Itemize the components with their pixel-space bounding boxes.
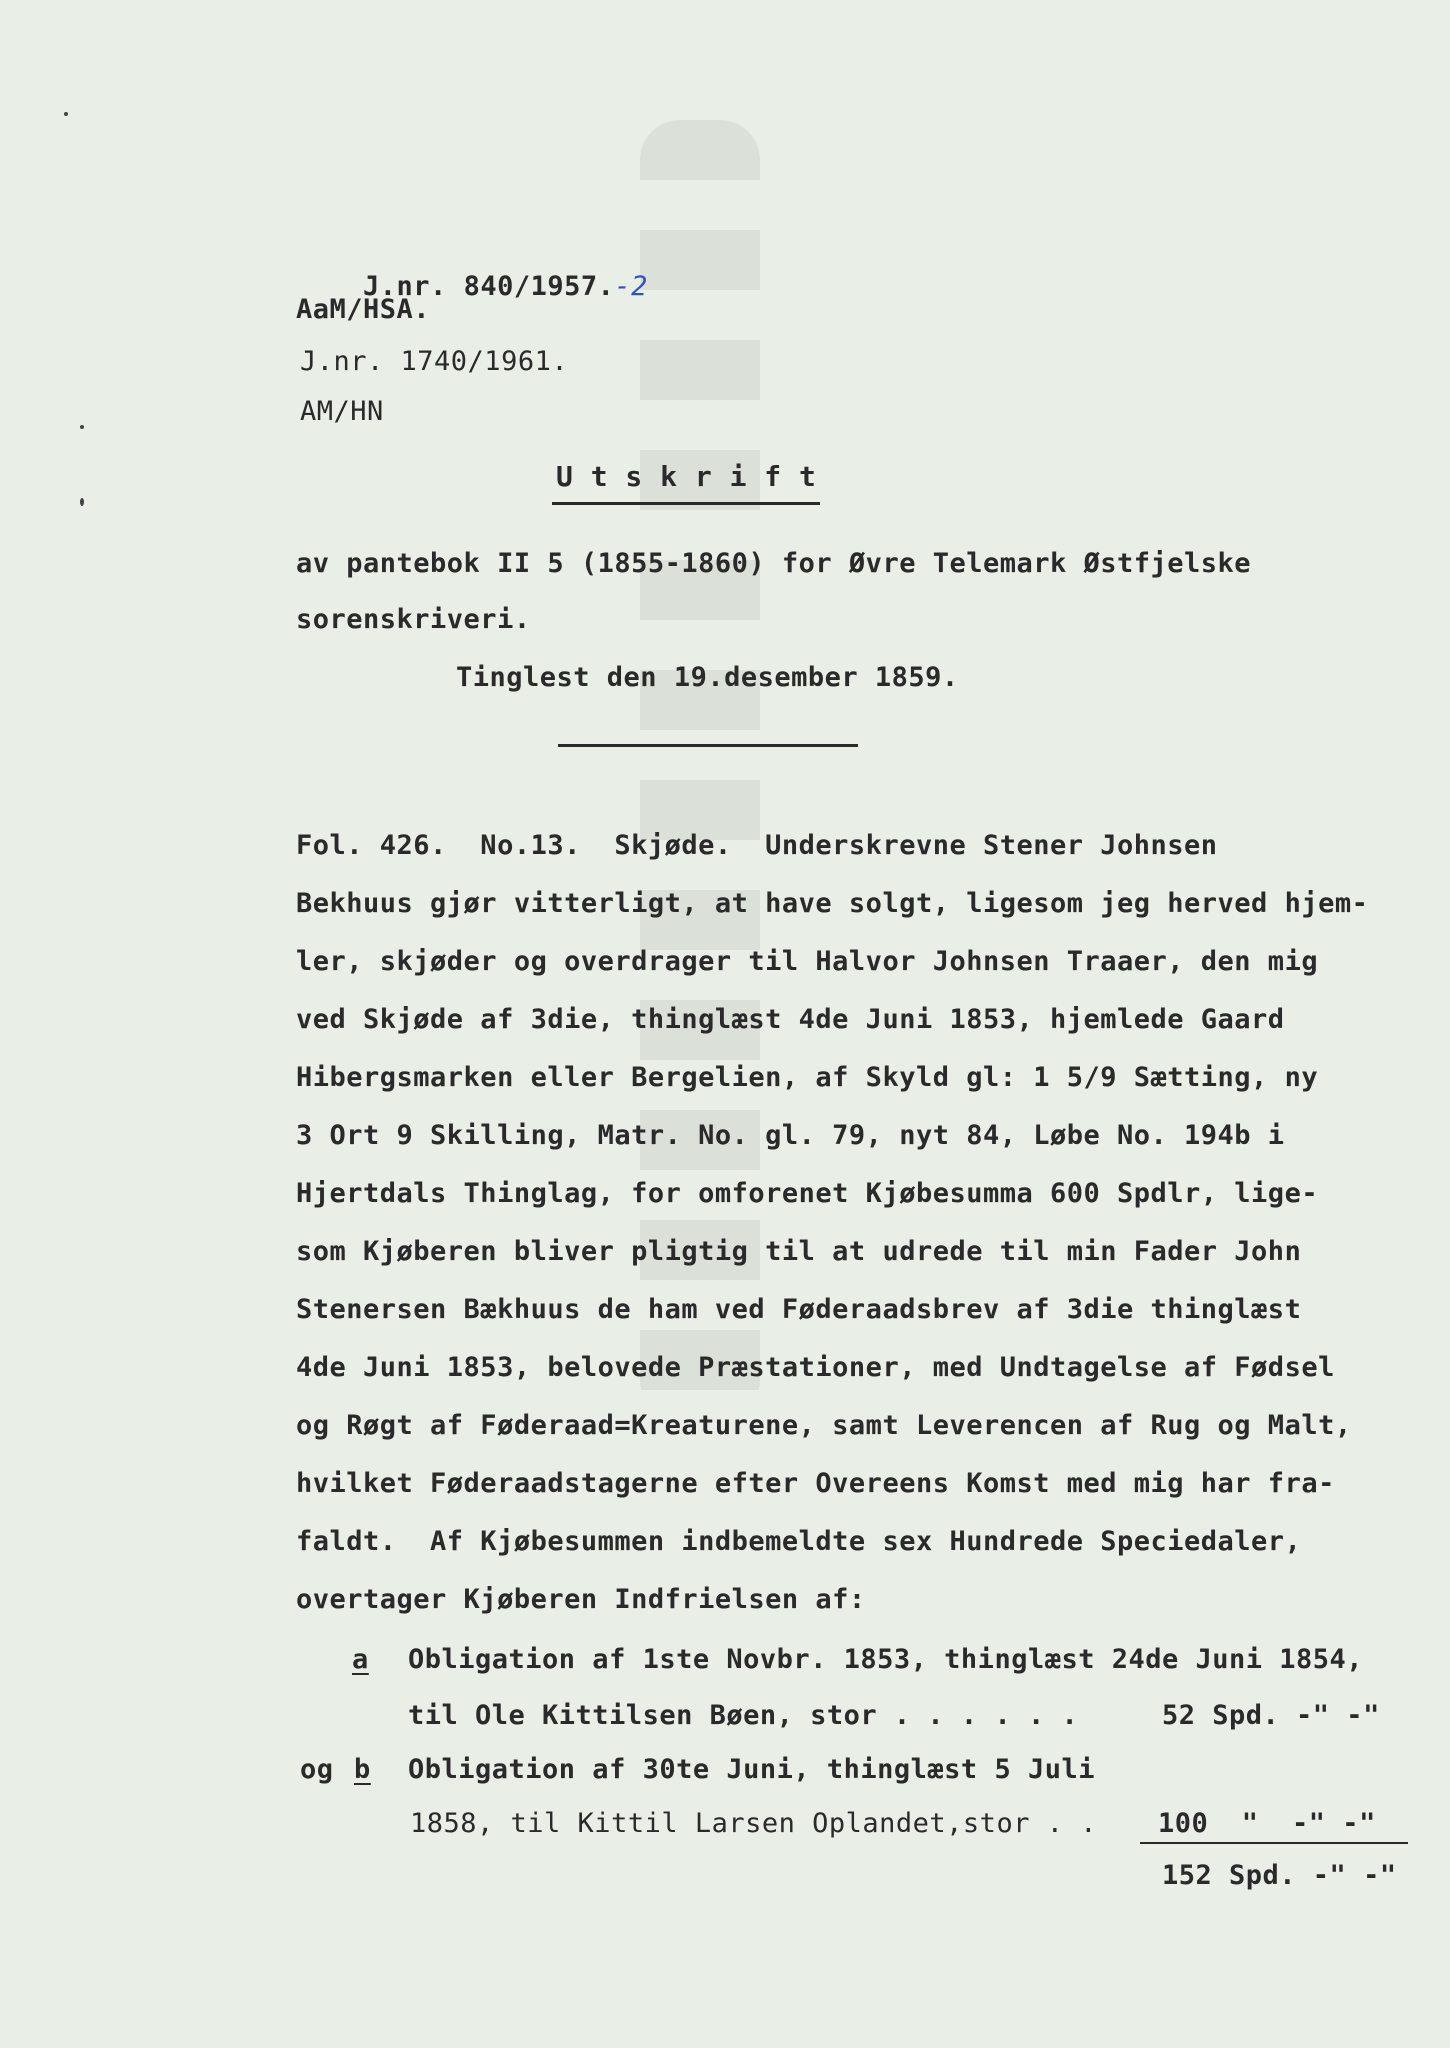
deed-line: faldt. Af Kjøbesummen indbemeldte sex Hundrede Speciedaler, — [296, 1526, 1302, 1557]
section-divider — [558, 744, 858, 747]
paper-speck — [64, 112, 68, 116]
deed-line: Hjertdals Thinglag, for omforenet Kjøbesumma 600 Spdlr, lige- — [296, 1178, 1319, 1209]
paper-speck — [80, 498, 84, 506]
deed-line: ler, skjøder og overdrager til Halvor Johnsen Traaer, den mig — [296, 946, 1319, 977]
deed-line: Fol. 426. No.13. Skjøde. Underskrevne Stener Johnsen — [296, 830, 1218, 861]
tinglest-date: Tinglest den 19.desember 1859. — [456, 662, 959, 693]
deed-line: hvilket Føderaadstagerne efter Overeens Komst med mig har fra- — [296, 1468, 1335, 1499]
handwritten-suffix: -2 — [614, 271, 648, 302]
deed-line: ved Skjøde af 3die, thinglæst 4de Juni 1853, hjemlede Gaard — [296, 1004, 1285, 1035]
sum-underline — [1140, 1842, 1408, 1844]
intro-line-1: av pantebok II 5 (1855-1860) for Øvre Telemark Østfjelske — [296, 548, 1252, 579]
deed-line: Stenersen Bækhuus de ham ved Føderaadsbrev af 3die thinglæst — [296, 1294, 1302, 1325]
initials-2: AM/HN — [300, 396, 384, 427]
item-b-line-1: Obligation af 30te Juni, thinglæst 5 Juli — [408, 1754, 1095, 1785]
item-b-amount: 100 " -" -" — [1158, 1808, 1376, 1839]
deed-line: 3 Ort 9 Skilling, Matr. No. gl. 79, nyt 84, Løbe No. 194b i — [296, 1120, 1285, 1151]
item-a-line-1: Obligation af 1ste Novbr. 1853, thinglæst 24de Juni 1854, — [408, 1644, 1364, 1675]
item-b-line-2: 1858, til Kittil Larsen Oplandet,stor . . — [410, 1808, 1097, 1839]
deed-line: og Røgt af Føderaad=Kreaturene, samt Leverencen af Rug og Malt, — [296, 1410, 1352, 1441]
initials-1: AaM/HSA. — [296, 294, 431, 325]
watermark-stamp — [640, 120, 760, 1420]
total-amount: 152 Spd. -" -" — [1162, 1860, 1397, 1891]
item-a-line-2: til Ole Kittilsen Bøen, stor . . . . . . — [408, 1700, 1079, 1731]
deed-line: som Kjøberen bliver pligtig til at udrede til min Fader John — [296, 1236, 1302, 1267]
deed-line: Hibergsmarken eller Bergelien, af Skyld gl: 1 5/9 Sætting, ny — [296, 1062, 1319, 1093]
journal-number-2: J.nr. 1740/1961. — [300, 346, 569, 377]
item-b-label: b — [354, 1754, 371, 1785]
item-a-label: a — [352, 1644, 369, 1675]
journal-number-1: J.nr. 840/1957.-2 — [363, 271, 648, 302]
deed-line: overtager Kjøberen Indfrielsen af: — [296, 1584, 866, 1615]
document-title: U t s k r i f t — [556, 460, 817, 493]
item-b-prefix: og — [300, 1754, 334, 1785]
title-underline — [552, 502, 820, 505]
paper-speck — [80, 425, 84, 429]
deed-line: 4de Juni 1853, belovede Præstationer, med Undtagelse af Fødsel — [296, 1352, 1335, 1383]
deed-line: Bekhuus gjør vitterligt, at have solgt, ligesom jeg herved hjem- — [296, 888, 1369, 919]
intro-line-2: sorenskriveri. — [296, 604, 531, 635]
item-a-amount: 52 Spd. -" -" — [1162, 1700, 1380, 1731]
